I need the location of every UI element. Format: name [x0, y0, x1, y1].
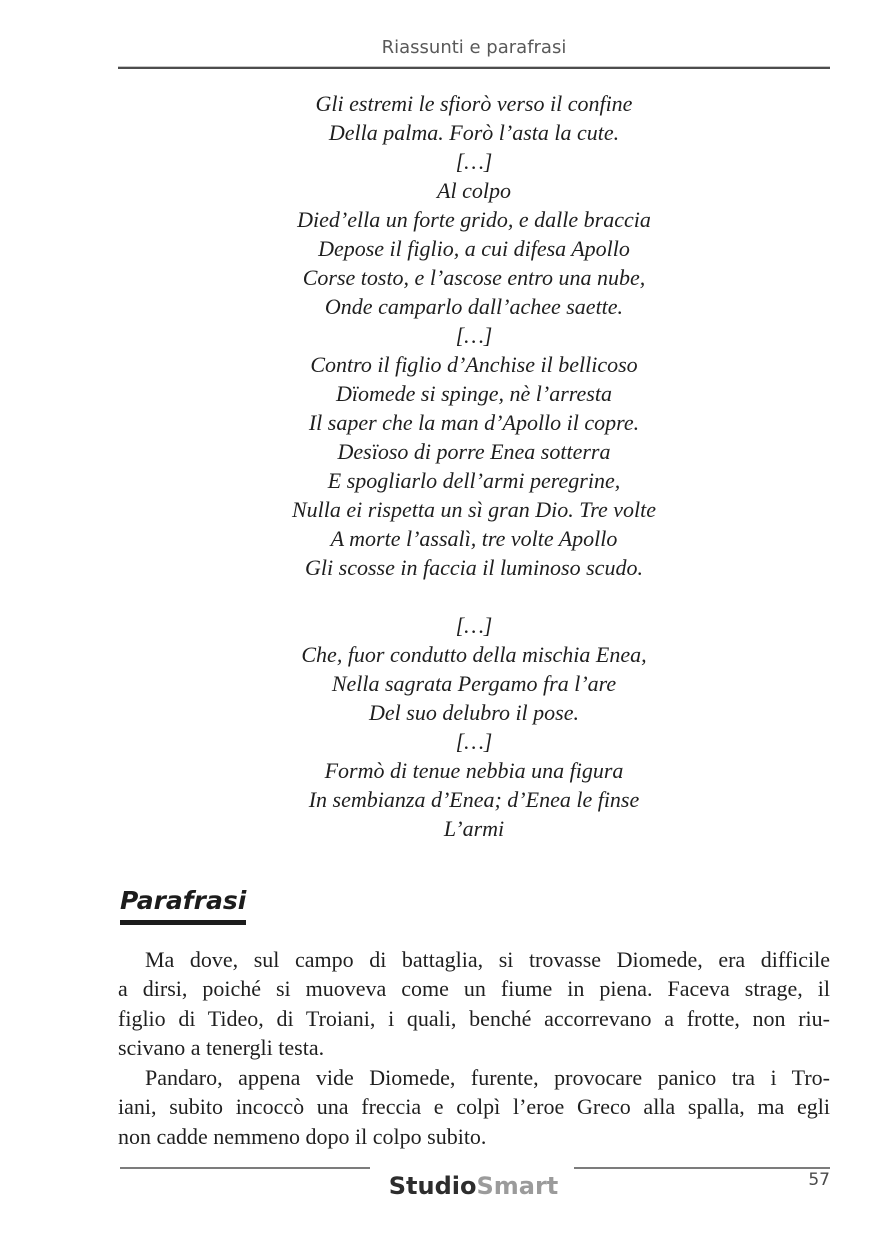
poem-line: Nella sagrata Pergamo fra l’are	[331, 671, 617, 696]
poem-line: Contro il figlio d’Anchise il bellicoso	[310, 352, 638, 377]
poem-line: Onde camparlo dall’achee saette.	[324, 294, 624, 319]
poem-line: Depose il figlio, a cui difesa Apollo	[318, 236, 630, 261]
poem-line: Died’ella un forte grido, e dalle braccia	[297, 207, 651, 232]
poem-line: Corse tosto, e l’ascose entro una nube,	[302, 265, 646, 290]
paragraph-line: figlio di Tideo, di Troiani, i quali, benché accorrevano a frotte, non riu-	[118, 1005, 830, 1031]
running-header-title: Riassunti e parafrasi	[381, 37, 567, 58]
poem-block	[118, 89, 830, 843]
paragraph-line: scivano a tenergli testa.	[118, 1035, 325, 1060]
poem-line: Al colpo	[437, 178, 511, 203]
section-heading-parafrasi: Parafrasi	[120, 887, 246, 925]
poem-line: Della palma. Forò l’asta la cute.	[328, 120, 620, 145]
brand-smart: Smart	[476, 1172, 559, 1200]
poem-line: Desïoso di porre Enea sotterra	[337, 439, 611, 464]
poem-line: Nulla ei rispetta un sì gran Dio. Tre volte	[291, 497, 657, 522]
poem-line: Del suo delubro il pose.	[369, 700, 579, 725]
poem-line: Che, fuor condutto della mischia Enea,	[301, 642, 647, 667]
running-header	[118, 0, 830, 69]
poem-line: Dïomede si spinge, nè l’arresta	[336, 381, 612, 406]
brand-logo	[370, 1172, 577, 1200]
brand-studio: Studio	[388, 1172, 477, 1200]
poem-line: A morte l’assalì, tre volte Apollo	[330, 526, 618, 551]
header-rule	[118, 66, 830, 69]
paragraph-line: iani, subito incoccò una freccia e colpì l’eroe Greco alla spalla, ma egli	[118, 1094, 830, 1119]
poem-line: […]	[455, 729, 493, 754]
paragraph-line: Ma dove, sul campo di battaglia, si trovasse Diomede, era difficile	[145, 946, 830, 972]
poem-line: […]	[455, 613, 493, 638]
poem-line	[118, 582, 830, 611]
poem-line: Gli estremi le sfiorò verso il confine	[315, 91, 633, 116]
poem-line: Gli scosse in faccia il luminoso scudo.	[305, 555, 643, 580]
page-number: 57	[808, 1170, 830, 1190]
poem-line: […]	[455, 323, 493, 348]
content-block	[118, 0, 830, 1151]
paragraph	[118, 1063, 830, 1152]
poem-line: […]	[455, 149, 493, 174]
paragraph	[118, 945, 830, 1063]
paragraph-line: a dirsi, poiché si muoveva come un fiume in piena. Faceva strage, il	[118, 976, 830, 1001]
poem-line: In sembianza d’Enea; d’Enea le finse	[308, 787, 640, 812]
paragraph-line: Pandaro, appena vide Diomede, furente, provocare panico tra i Tro-	[145, 1064, 830, 1090]
poem-line: Il saper che la man d’Apollo il copre.	[308, 410, 640, 435]
footer-rule-left	[120, 1167, 370, 1169]
page-footer	[118, 1164, 830, 1220]
poem-line: Formò di tenue nebbia una figura	[324, 758, 624, 783]
footer-rule-right	[574, 1167, 830, 1169]
poem-line: E spogliarlo dell’armi peregrine,	[327, 468, 621, 493]
paragraph-line: non cadde nemmeno dopo il colpo subito.	[118, 1123, 487, 1149]
poem-line: L’armi	[443, 816, 505, 841]
